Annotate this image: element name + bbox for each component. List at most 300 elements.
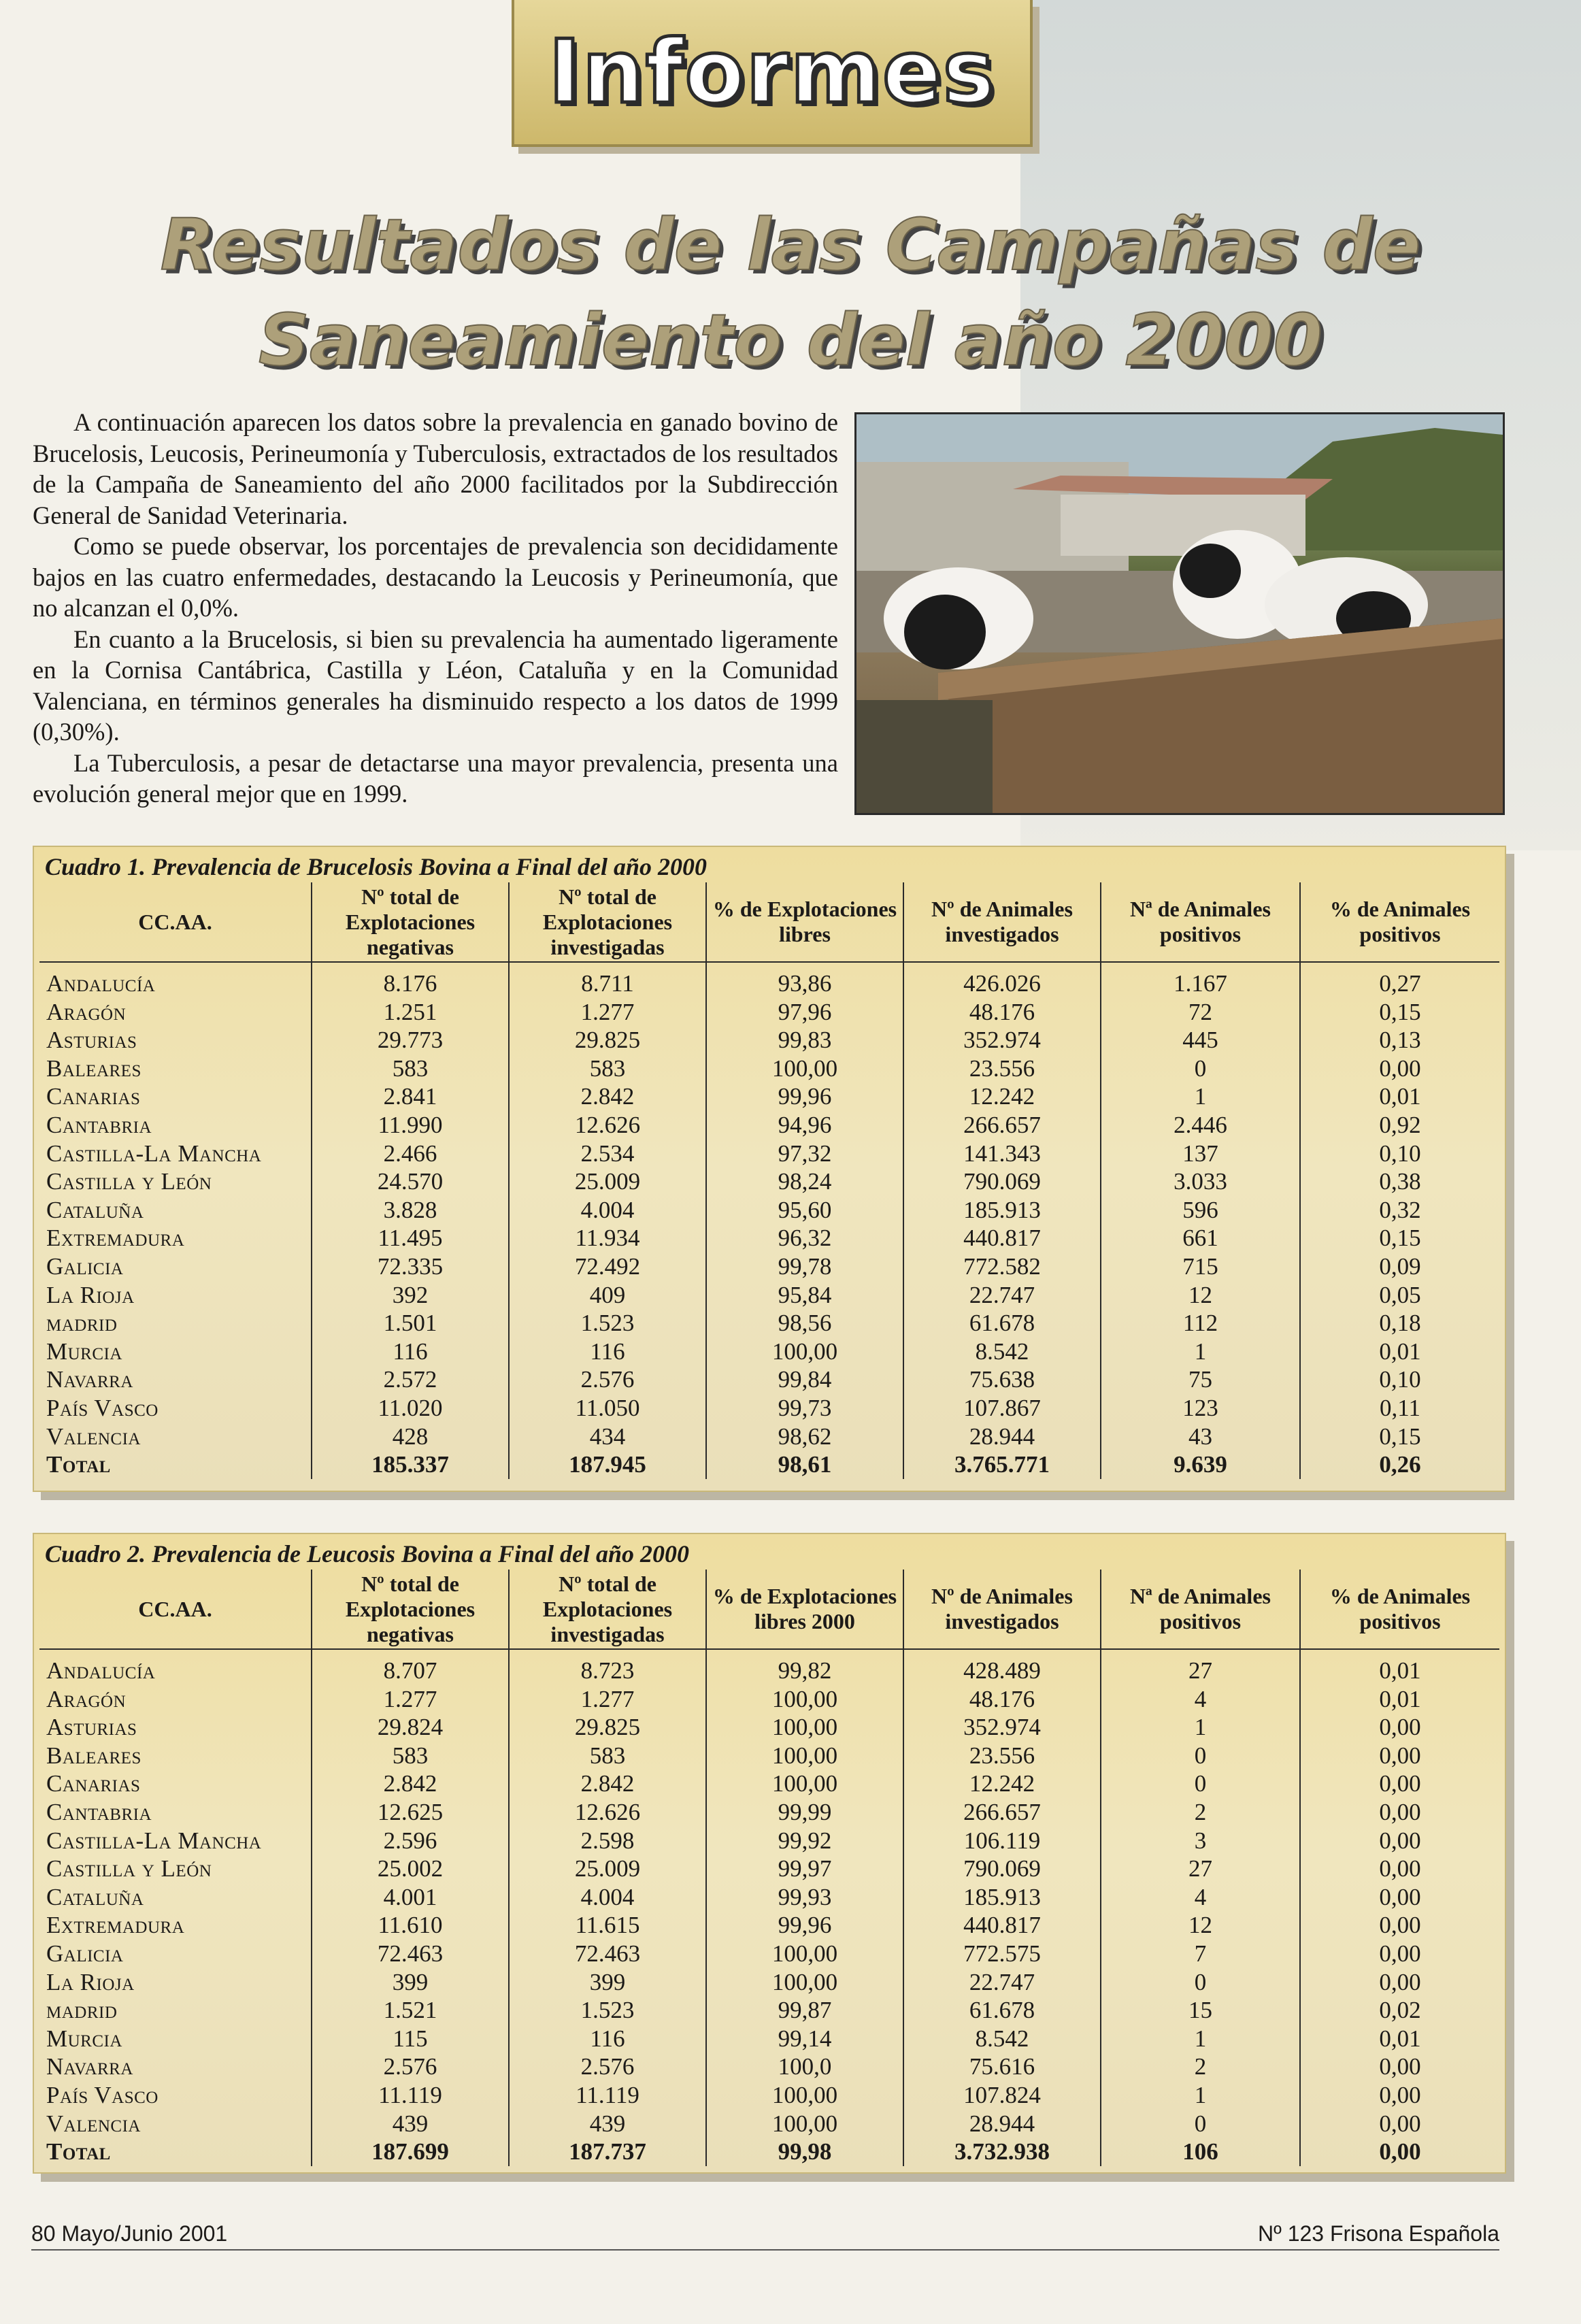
brucelosis-table <box>39 882 1499 1479</box>
region-cell: Andalucía <box>46 970 156 997</box>
value-cell: 11.050 <box>509 1394 706 1423</box>
region-cell: Castilla y León <box>46 1855 212 1882</box>
value-cell: 29.773 <box>312 1026 509 1055</box>
value-cell: 0,10 <box>1300 1365 1499 1394</box>
region-cell: Castilla-La Mancha <box>46 1140 262 1167</box>
value-cell: 0,00 <box>1300 1940 1499 1968</box>
brucelosis-table-body <box>39 962 1499 1479</box>
region-cell: Aragón <box>46 998 127 1025</box>
value-cell: 0,13 <box>1300 1026 1499 1055</box>
value-cell: 8.711 <box>509 962 706 998</box>
value-cell: 28.944 <box>903 2110 1101 2138</box>
value-cell: 1 <box>1101 2081 1300 2110</box>
value-cell: 2.572 <box>312 1365 509 1394</box>
value-cell: 0,00 <box>1300 2053 1499 2081</box>
value-cell: 2.842 <box>509 1770 706 1798</box>
column-header: Nº total de Explotaciones investigadas <box>509 1570 706 1649</box>
region-cell: Galicia <box>46 1252 124 1280</box>
value-cell: 15 <box>1101 1996 1300 2025</box>
column-header: Nª de Animales positivos <box>1101 882 1300 962</box>
value-cell: 0,27 <box>1300 962 1499 998</box>
column-header: Nº total de Explotaciones investigadas <box>509 882 706 962</box>
total-value: 187.737 <box>509 2138 706 2166</box>
section-tab-label: Informes <box>548 21 996 123</box>
value-cell: 0 <box>1101 1742 1300 1770</box>
table-row <box>39 1224 1499 1252</box>
value-cell: 1.501 <box>312 1309 509 1338</box>
total-value: 0,00 <box>1300 2138 1499 2166</box>
value-cell: 99,87 <box>706 1996 903 2025</box>
value-cell: 72.463 <box>312 1940 509 1968</box>
value-cell: 0,15 <box>1300 1423 1499 1451</box>
value-cell: 107.824 <box>903 2081 1101 2110</box>
total-value: 9.639 <box>1101 1450 1300 1479</box>
table-row <box>39 1196 1499 1225</box>
table-row <box>39 998 1499 1027</box>
value-cell: 583 <box>509 1055 706 1083</box>
total-value: 187.699 <box>312 2138 509 2166</box>
column-header: % de Explotaciones libres 2000 <box>706 1570 903 1649</box>
table-row <box>39 1111 1499 1140</box>
value-cell: 428 <box>312 1423 509 1451</box>
value-cell: 790.069 <box>903 1167 1101 1196</box>
value-cell: 116 <box>509 1338 706 1366</box>
region-cell: Asturias <box>46 1714 137 1741</box>
value-cell: 22.747 <box>903 1968 1101 1997</box>
value-cell: 98,24 <box>706 1167 903 1196</box>
value-cell: 0,00 <box>1300 2110 1499 2138</box>
value-cell: 0,00 <box>1300 1883 1499 1912</box>
value-cell: 0,00 <box>1300 1798 1499 1827</box>
region-cell: La Rioja <box>46 1281 135 1308</box>
value-cell: 25.002 <box>312 1855 509 1883</box>
region-cell: Castilla y León <box>46 1168 212 1195</box>
value-cell: 0,32 <box>1300 1196 1499 1225</box>
value-cell: 1.277 <box>509 1685 706 1714</box>
value-cell: 99,78 <box>706 1252 903 1281</box>
intro-paragraph: La Tuberculosis, a pesar de detactarse una mayor prevalencia, presenta una evolución general mejor que en 1999. <box>33 748 838 808</box>
value-cell: 2.534 <box>509 1140 706 1168</box>
table-row <box>39 1338 1499 1366</box>
value-cell: 11.119 <box>509 2081 706 2110</box>
table-row <box>39 1365 1499 1394</box>
intro-paragraph: En cuanto a la Brucelosis, si bien su prevalencia ha aumentado ligeramente en la Cornisa Cantábrica, Castilla y Léon, Cataluña y en la Comunidad Valenciana, en términos generales ha disminuido respecto a los datos de 1999 (0,30%). <box>33 625 838 746</box>
value-cell: 8.176 <box>312 962 509 998</box>
table-row <box>39 1996 1499 2025</box>
table-row <box>39 1252 1499 1281</box>
region-cell: Canarias <box>46 1083 141 1110</box>
value-cell: 12.625 <box>312 1798 509 1827</box>
value-cell: 99,84 <box>706 1365 903 1394</box>
table-row <box>39 1968 1499 1997</box>
leucosis-table-panel <box>33 1533 1506 2174</box>
value-cell: 7 <box>1101 1940 1300 1968</box>
table-row <box>39 1140 1499 1168</box>
footer-publication: Nº 123 Frisona Española <box>1258 2221 1499 2246</box>
value-cell: 99,14 <box>706 2025 903 2053</box>
value-cell: 0,11 <box>1300 1394 1499 1423</box>
column-header: Nª de Animales positivos <box>1101 1570 1300 1649</box>
total-value: 3.732.938 <box>903 2138 1101 2166</box>
value-cell: 399 <box>312 1968 509 1997</box>
intro-text <box>33 407 838 810</box>
value-cell: 115 <box>312 2025 509 2053</box>
table-row <box>39 1423 1499 1451</box>
column-header: Nº total de Explotaciones negativas <box>312 882 509 962</box>
region-cell: Baleares <box>46 1055 142 1082</box>
value-cell: 0,00 <box>1300 1968 1499 1997</box>
total-row <box>39 2138 1499 2166</box>
value-cell: 8.707 <box>312 1649 509 1685</box>
value-cell: 4 <box>1101 1883 1300 1912</box>
value-cell: 1 <box>1101 1082 1300 1111</box>
table-row <box>39 2110 1499 2138</box>
value-cell: 0,00 <box>1300 1911 1499 1940</box>
value-cell: 12.626 <box>509 1111 706 1140</box>
value-cell: 11.495 <box>312 1224 509 1252</box>
table-row <box>39 1855 1499 1883</box>
region-cell: País Vasco <box>46 1394 159 1421</box>
column-header: Nº de Animales investigados <box>903 1570 1101 1649</box>
value-cell: 266.657 <box>903 1798 1101 1827</box>
region-cell: Aragón <box>46 1685 127 1712</box>
value-cell: 715 <box>1101 1252 1300 1281</box>
value-cell: 4.004 <box>509 1196 706 1225</box>
value-cell: 1.523 <box>509 1996 706 2025</box>
value-cell: 0,18 <box>1300 1309 1499 1338</box>
brucelosis-table-caption: Cuadro 1. Prevalencia de Brucelosis Bovina a Final del año 2000 <box>45 853 708 880</box>
column-header: % de Animales positivos <box>1300 1570 1499 1649</box>
table-row <box>39 1742 1499 1770</box>
value-cell: 72.463 <box>509 1940 706 1968</box>
value-cell: 95,60 <box>706 1196 903 1225</box>
value-cell: 399 <box>509 1968 706 1997</box>
value-cell: 2.842 <box>312 1770 509 1798</box>
value-cell: 0,00 <box>1300 2081 1499 2110</box>
value-cell: 100,00 <box>706 1713 903 1742</box>
value-cell: 8.542 <box>903 2025 1101 2053</box>
value-cell: 100,00 <box>706 2110 903 2138</box>
value-cell: 100,00 <box>706 1055 903 1083</box>
value-cell: 2.576 <box>312 2053 509 2081</box>
region-cell: Canarias <box>46 1770 141 1797</box>
page-title-line-1: Resultados de las Campañas de <box>160 203 1421 286</box>
value-cell: 99,82 <box>706 1649 903 1685</box>
value-cell: 0,05 <box>1300 1281 1499 1310</box>
leucosis-table-caption: Cuadro 2. Prevalencia de Leucosis Bovina a Final del año 2000 <box>45 1540 690 1567</box>
value-cell: 93,86 <box>706 962 903 998</box>
value-cell: 1.277 <box>312 1685 509 1714</box>
value-cell: 94,96 <box>706 1111 903 1140</box>
value-cell: 185.913 <box>903 1196 1101 1225</box>
value-cell: 100,00 <box>706 1742 903 1770</box>
table-row <box>39 2025 1499 2053</box>
value-cell: 0,15 <box>1300 1224 1499 1252</box>
region-cell: Extremadura <box>46 1225 185 1252</box>
value-cell: 2.598 <box>509 1827 706 1855</box>
value-cell: 439 <box>509 2110 706 2138</box>
value-cell: 100,00 <box>706 2081 903 2110</box>
value-cell: 1.277 <box>509 998 706 1027</box>
value-cell: 440.817 <box>903 1224 1101 1252</box>
value-cell: 266.657 <box>903 1111 1101 1140</box>
table-row <box>39 1883 1499 1912</box>
value-cell: 23.556 <box>903 1742 1101 1770</box>
value-cell: 100,00 <box>706 1770 903 1798</box>
value-cell: 100,00 <box>706 1940 903 1968</box>
value-cell: 0,09 <box>1300 1252 1499 1281</box>
value-cell: 790.069 <box>903 1855 1101 1883</box>
value-cell: 25.009 <box>509 1167 706 1196</box>
value-cell: 72.335 <box>312 1252 509 1281</box>
value-cell: 29.825 <box>509 1026 706 1055</box>
table-row <box>39 1394 1499 1423</box>
value-cell: 107.867 <box>903 1394 1101 1423</box>
value-cell: 23.556 <box>903 1055 1101 1083</box>
total-value: 3.765.771 <box>903 1450 1101 1479</box>
value-cell: 0,01 <box>1300 1685 1499 1714</box>
value-cell: 11.934 <box>509 1224 706 1252</box>
table-row <box>39 1026 1499 1055</box>
table-row <box>39 1167 1499 1196</box>
value-cell: 11.020 <box>312 1394 509 1423</box>
region-cell: madrid <box>46 1997 118 2024</box>
region-cell: Navarra <box>46 1366 133 1393</box>
table-row <box>39 1798 1499 1827</box>
value-cell: 72 <box>1101 998 1300 1027</box>
region-cell: País Vasco <box>46 2081 159 2108</box>
value-cell: 75.638 <box>903 1365 1101 1394</box>
cows-illustration <box>856 414 1503 813</box>
column-header: CC.AA. <box>39 882 312 962</box>
total-row <box>39 1450 1499 1479</box>
column-header: Nº total de Explotaciones negativas <box>312 1570 509 1649</box>
value-cell: 123 <box>1101 1394 1300 1423</box>
value-cell: 0,00 <box>1300 1855 1499 1883</box>
value-cell: 2 <box>1101 1798 1300 1827</box>
value-cell: 116 <box>312 1338 509 1366</box>
value-cell: 11.610 <box>312 1911 509 1940</box>
footer-divider <box>31 2249 1499 2251</box>
value-cell: 12.626 <box>509 1798 706 1827</box>
region-cell: Castilla-La Mancha <box>46 1827 262 1854</box>
table-row <box>39 1649 1499 1685</box>
region-cell: Baleares <box>46 1742 142 1769</box>
value-cell: 1 <box>1101 1338 1300 1366</box>
table-row <box>39 1055 1499 1083</box>
value-cell: 428.489 <box>903 1649 1101 1685</box>
value-cell: 2.576 <box>509 1365 706 1394</box>
value-cell: 61.678 <box>903 1309 1101 1338</box>
value-cell: 352.974 <box>903 1026 1101 1055</box>
value-cell: 1 <box>1101 2025 1300 2053</box>
page-title <box>0 197 1581 388</box>
value-cell: 75.616 <box>903 2053 1101 2081</box>
value-cell: 100,00 <box>706 1685 903 1714</box>
value-cell: 185.913 <box>903 1883 1101 1912</box>
value-cell: 61.678 <box>903 1996 1101 2025</box>
value-cell: 445 <box>1101 1026 1300 1055</box>
table-row <box>39 1770 1499 1798</box>
value-cell: 137 <box>1101 1140 1300 1168</box>
value-cell: 141.343 <box>903 1140 1101 1168</box>
value-cell: 100,0 <box>706 2053 903 2081</box>
cows-photo <box>854 412 1505 815</box>
value-cell: 426.026 <box>903 962 1101 998</box>
value-cell: 1.523 <box>509 1309 706 1338</box>
value-cell: 0,00 <box>1300 1827 1499 1855</box>
value-cell: 12.242 <box>903 1082 1101 1111</box>
value-cell: 2.446 <box>1101 1111 1300 1140</box>
value-cell: 99,93 <box>706 1883 903 1912</box>
table-header-row <box>39 1570 1499 1649</box>
value-cell: 95,84 <box>706 1281 903 1310</box>
table-row <box>39 1827 1499 1855</box>
table-row <box>39 1911 1499 1940</box>
region-cell: Cantabria <box>46 1111 152 1138</box>
region-cell: Valencia <box>46 1423 141 1450</box>
value-cell: 100,00 <box>706 1338 903 1366</box>
value-cell: 97,32 <box>706 1140 903 1168</box>
table-row <box>39 2053 1499 2081</box>
table-header-row <box>39 882 1499 962</box>
value-cell: 24.570 <box>312 1167 509 1196</box>
value-cell: 2 <box>1101 2053 1300 2081</box>
value-cell: 99,83 <box>706 1026 903 1055</box>
value-cell: 0,01 <box>1300 2025 1499 2053</box>
region-cell: Valencia <box>46 2110 141 2137</box>
value-cell: 99,96 <box>706 1911 903 1940</box>
value-cell: 48.176 <box>903 1685 1101 1714</box>
intro-paragraph: A continuación aparecen los datos sobre la prevalencia en ganado bovino de Brucelosis, Leucosis, Perineumonía y Tuberculosis, extractados de los resultados de la Campaña de Saneamiento del año 2000 facilitados por la Subdirección General de Sanidad Veterinaria. <box>33 408 838 529</box>
value-cell: 440.817 <box>903 1911 1101 1940</box>
value-cell: 99,99 <box>706 1798 903 1827</box>
value-cell: 4.004 <box>509 1883 706 1912</box>
total-value: 185.337 <box>312 1450 509 1479</box>
intro-paragraph: Como se puede observar, los porcentajes de prevalencia son decididamente bajos en las cuatro enfermedades, destacando la Leucosis y Perineumonía, que no alcanzan el 0,0%. <box>33 532 838 622</box>
region-cell: madrid <box>46 1310 118 1337</box>
value-cell: 409 <box>509 1281 706 1310</box>
total-value: 98,61 <box>706 1450 903 1479</box>
region-cell: Andalucía <box>46 1657 156 1684</box>
value-cell: 0,38 <box>1300 1167 1499 1196</box>
value-cell: 29.824 <box>312 1713 509 1742</box>
table-row <box>39 1940 1499 1968</box>
value-cell: 12 <box>1101 1911 1300 1940</box>
value-cell: 99,97 <box>706 1855 903 1883</box>
value-cell: 2.596 <box>312 1827 509 1855</box>
page-title-line-2: Saneamiento del año 2000 <box>259 299 1322 382</box>
total-value: 99,98 <box>706 2138 903 2166</box>
value-cell: 0 <box>1101 1055 1300 1083</box>
value-cell: 116 <box>509 2025 706 2053</box>
value-cell: 22.747 <box>903 1281 1101 1310</box>
value-cell: 583 <box>312 1742 509 1770</box>
value-cell: 4.001 <box>312 1883 509 1912</box>
region-cell: Cantabria <box>46 1798 152 1825</box>
value-cell: 8.542 <box>903 1338 1101 1366</box>
value-cell: 434 <box>509 1423 706 1451</box>
value-cell: 0,00 <box>1300 1742 1499 1770</box>
table-row <box>39 1082 1499 1111</box>
value-cell: 2.466 <box>312 1140 509 1168</box>
value-cell: 0,01 <box>1300 1338 1499 1366</box>
value-cell: 3.828 <box>312 1196 509 1225</box>
table-row <box>39 1685 1499 1714</box>
value-cell: 0,10 <box>1300 1140 1499 1168</box>
section-tab <box>512 0 1033 147</box>
value-cell: 772.575 <box>903 1940 1101 1968</box>
value-cell: 27 <box>1101 1649 1300 1685</box>
value-cell: 75 <box>1101 1365 1300 1394</box>
value-cell: 11.615 <box>509 1911 706 1940</box>
value-cell: 0 <box>1101 2110 1300 2138</box>
region-cell: Cataluña <box>46 1196 144 1223</box>
value-cell: 11.990 <box>312 1111 509 1140</box>
region-cell: Cataluña <box>46 1883 144 1910</box>
value-cell: 99,92 <box>706 1827 903 1855</box>
value-cell: 12.242 <box>903 1770 1101 1798</box>
table-row <box>39 1713 1499 1742</box>
value-cell: 352.974 <box>903 1713 1101 1742</box>
value-cell: 28.944 <box>903 1423 1101 1451</box>
region-cell: Extremadura <box>46 1912 185 1939</box>
value-cell: 1.251 <box>312 998 509 1027</box>
table-row <box>39 2081 1499 2110</box>
value-cell: 0 <box>1101 1770 1300 1798</box>
value-cell: 583 <box>509 1742 706 1770</box>
value-cell: 0,00 <box>1300 1770 1499 1798</box>
region-cell: Murcia <box>46 2025 122 2052</box>
value-cell: 2.841 <box>312 1082 509 1111</box>
value-cell: 596 <box>1101 1196 1300 1225</box>
total-label: Total <box>46 1451 111 1478</box>
value-cell: 439 <box>312 2110 509 2138</box>
value-cell: 98,62 <box>706 1423 903 1451</box>
value-cell: 0,01 <box>1300 1082 1499 1111</box>
value-cell: 3.033 <box>1101 1167 1300 1196</box>
value-cell: 98,56 <box>706 1309 903 1338</box>
value-cell: 112 <box>1101 1309 1300 1338</box>
column-header: CC.AA. <box>39 1570 312 1649</box>
value-cell: 4 <box>1101 1685 1300 1714</box>
total-value: 187.945 <box>509 1450 706 1479</box>
leucosis-table-body <box>39 1649 1499 2166</box>
value-cell: 2.576 <box>509 2053 706 2081</box>
region-cell: Navarra <box>46 2053 133 2080</box>
total-value: 106 <box>1101 2138 1300 2166</box>
table-row <box>39 1309 1499 1338</box>
brucelosis-table-panel <box>33 846 1506 1492</box>
value-cell: 583 <box>312 1055 509 1083</box>
value-cell: 106.119 <box>903 1827 1101 1855</box>
value-cell: 0,02 <box>1300 1996 1499 2025</box>
value-cell: 1.521 <box>312 1996 509 2025</box>
table-row <box>39 962 1499 998</box>
value-cell: 48.176 <box>903 998 1101 1027</box>
value-cell: 96,32 <box>706 1224 903 1252</box>
value-cell: 25.009 <box>509 1855 706 1883</box>
value-cell: 0,00 <box>1300 1713 1499 1742</box>
value-cell: 772.582 <box>903 1252 1101 1281</box>
value-cell: 29.825 <box>509 1713 706 1742</box>
value-cell: 3 <box>1101 1827 1300 1855</box>
footer-page-info: 80 Mayo/Junio 2001 <box>31 2221 228 2246</box>
table-row <box>39 1281 1499 1310</box>
value-cell: 0,01 <box>1300 1649 1499 1685</box>
value-cell: 0 <box>1101 1968 1300 1997</box>
value-cell: 99,73 <box>706 1394 903 1423</box>
